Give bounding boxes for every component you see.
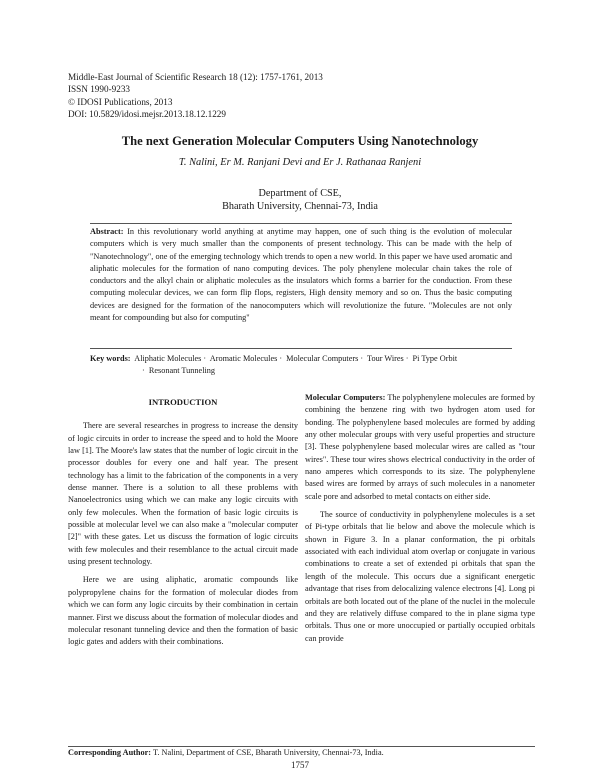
intro-paragraph-1: There are several researches in progress to increase the density of logic circuits in order to increase the speed and to hold the Moore law [1]. The Moore's law states that the number of logic circuit in the processor doubles for every one and half year. The present technology has a limit to the fabrication of the components in a very dense manner. There is a solution to all these problems with Nanoelectronics using which we can make any logic circuits with only few molecules. When the formation of basic logic circuits is possible at molecular level we can also make a "molecular computer [2]" with these gates. Let us discuss the formation of logic circuits with few molecules and their resemblance to the actual circuit made using present technology. xyxy=(68,421,298,567)
abstract-top-rule xyxy=(90,223,512,224)
abstract-bottom-rule xyxy=(90,348,512,349)
abstract xyxy=(90,226,512,324)
abstract-text: In this revolutionary world anything at anytime may happen, one of such thing is the evolution of molecular computers which is very much smaller than the components of present technology. This can be made with the help of "Nanotechnology", one of the emerging technology which trends to open a new world. In this paper we have used aromatic and aliphatic molecules for the formation of nano computing devices. The poly phenylene molecular chain takes the role of conductors and the alkyl chain or aliphatic molecules as the insulators which forms a barrier for the conduction. From these computing molecular devices, we can form flip flops, registers, High density memory and so on. Thus the basic computing devices are designed for the formation of the nanocomputers which will revolutionize the future. "Molecules are not only meant for compounding but also for computing" xyxy=(90,227,512,323)
keywords: Key words: Aliphatic Molecules · Aromatic Molecules · Molecular Computers · Tour Wires · Pi Type Orbit · Resonant Tunneling xyxy=(90,354,458,376)
authors: T. Nalini, Er M. Ranjani Devi and Er J. Rathanaa Ranjeni xyxy=(178,157,422,168)
molecular-computers-heading: Molecular Computers: xyxy=(305,393,386,402)
keyword: Pi Type Orbit xyxy=(412,354,458,363)
keywords-label: Key words: xyxy=(90,354,131,363)
keyword: Molecular Computers xyxy=(286,354,359,363)
affiliation-university: Bharath University, Chennai-73, India xyxy=(222,201,378,212)
molecular-computers-paragraph-1 xyxy=(305,392,535,503)
intro-paragraph-2: Here we are using aliphatic, aromatic compounds like polypropylene chains for the formation of molecular diodes from which we can form any logic circuits by their combination in certain manner. First we discuss about the formation of molecular diodes and molecular resonant tunneling device and then the formation of basic logic gates and adders with their combinations. xyxy=(68,575,298,647)
keyword: Aromatic Molecules xyxy=(209,354,278,363)
corresponding-author-text: T. Nalini, Department of CSE, Bharath University, Chennai-73, India. xyxy=(152,748,384,757)
copyright: © IDOSI Publications, 2013 xyxy=(68,96,173,107)
journal-citation: Middle-East Journal of Scientific Research 18 (12): 1757-1761, 2013 xyxy=(68,72,323,82)
keyword: Resonant Tunneling xyxy=(148,366,216,376)
abstract-label: Abstract: xyxy=(90,227,124,236)
keyword: Aliphatic Molecules xyxy=(134,354,202,363)
left-column xyxy=(68,396,298,649)
molecular-computers-text: The polyphenylene molecules are formed by combining the benzene ring with two hydrogen atom used for bonding. The polyphenylene based molecules are formed by adding any other molecular groups with very useful properties and structure [3]. These polyphenylene based molecular wires are called as "tour wires". These tour wires shows electrical conductivity in the order of nano amperes which corresponds to its size. The polyphenylene based wires are formed by arrays of such molecules in a nanometer scale pore and adsorbed to metal contacts on either side. xyxy=(305,393,535,501)
affiliation xyxy=(0,187,600,213)
doi: DOI: 10.5829/idosi.mejsr.2013.18.12.1229 xyxy=(68,108,226,119)
paper-title: The next Generation Molecular Computers Using Nanotechnology xyxy=(121,134,479,148)
corresponding-author-label: Corresponding Author: xyxy=(68,748,152,757)
keyword: Tour Wires xyxy=(366,354,404,363)
affiliation-department: Department of CSE, xyxy=(258,188,342,199)
section-heading-introduction: INTRODUCTION xyxy=(148,397,218,407)
footnote-rule xyxy=(68,746,535,747)
molecular-computers-paragraph-2: The source of conductivity in polyphenylene molecules is a set of Pi-type orbitals that lie below and above the molecule which is shown in Figure 3. In a planar conformation, the pi orbitals associated with each individual atom overlap or conjugate in various combinations to create a set of extended pi orbitals that span the length of the molecule. This occurs due a significant energetic advantage that rises from delocalizing valence electrons [4]. Long pi orbitals are both located out of the plane of the nuclei in the molecule and they are relatively diffuse compared to the in plane sigma type orbitals. Thus one or more unoccupied or partially occupied orbitals can provide xyxy=(305,510,535,643)
page-number: 1757 xyxy=(291,760,309,770)
issn: ISSN 1990-9233 xyxy=(68,84,131,95)
journal-header xyxy=(68,71,323,120)
right-column xyxy=(305,392,535,645)
corresponding-author xyxy=(68,748,384,757)
